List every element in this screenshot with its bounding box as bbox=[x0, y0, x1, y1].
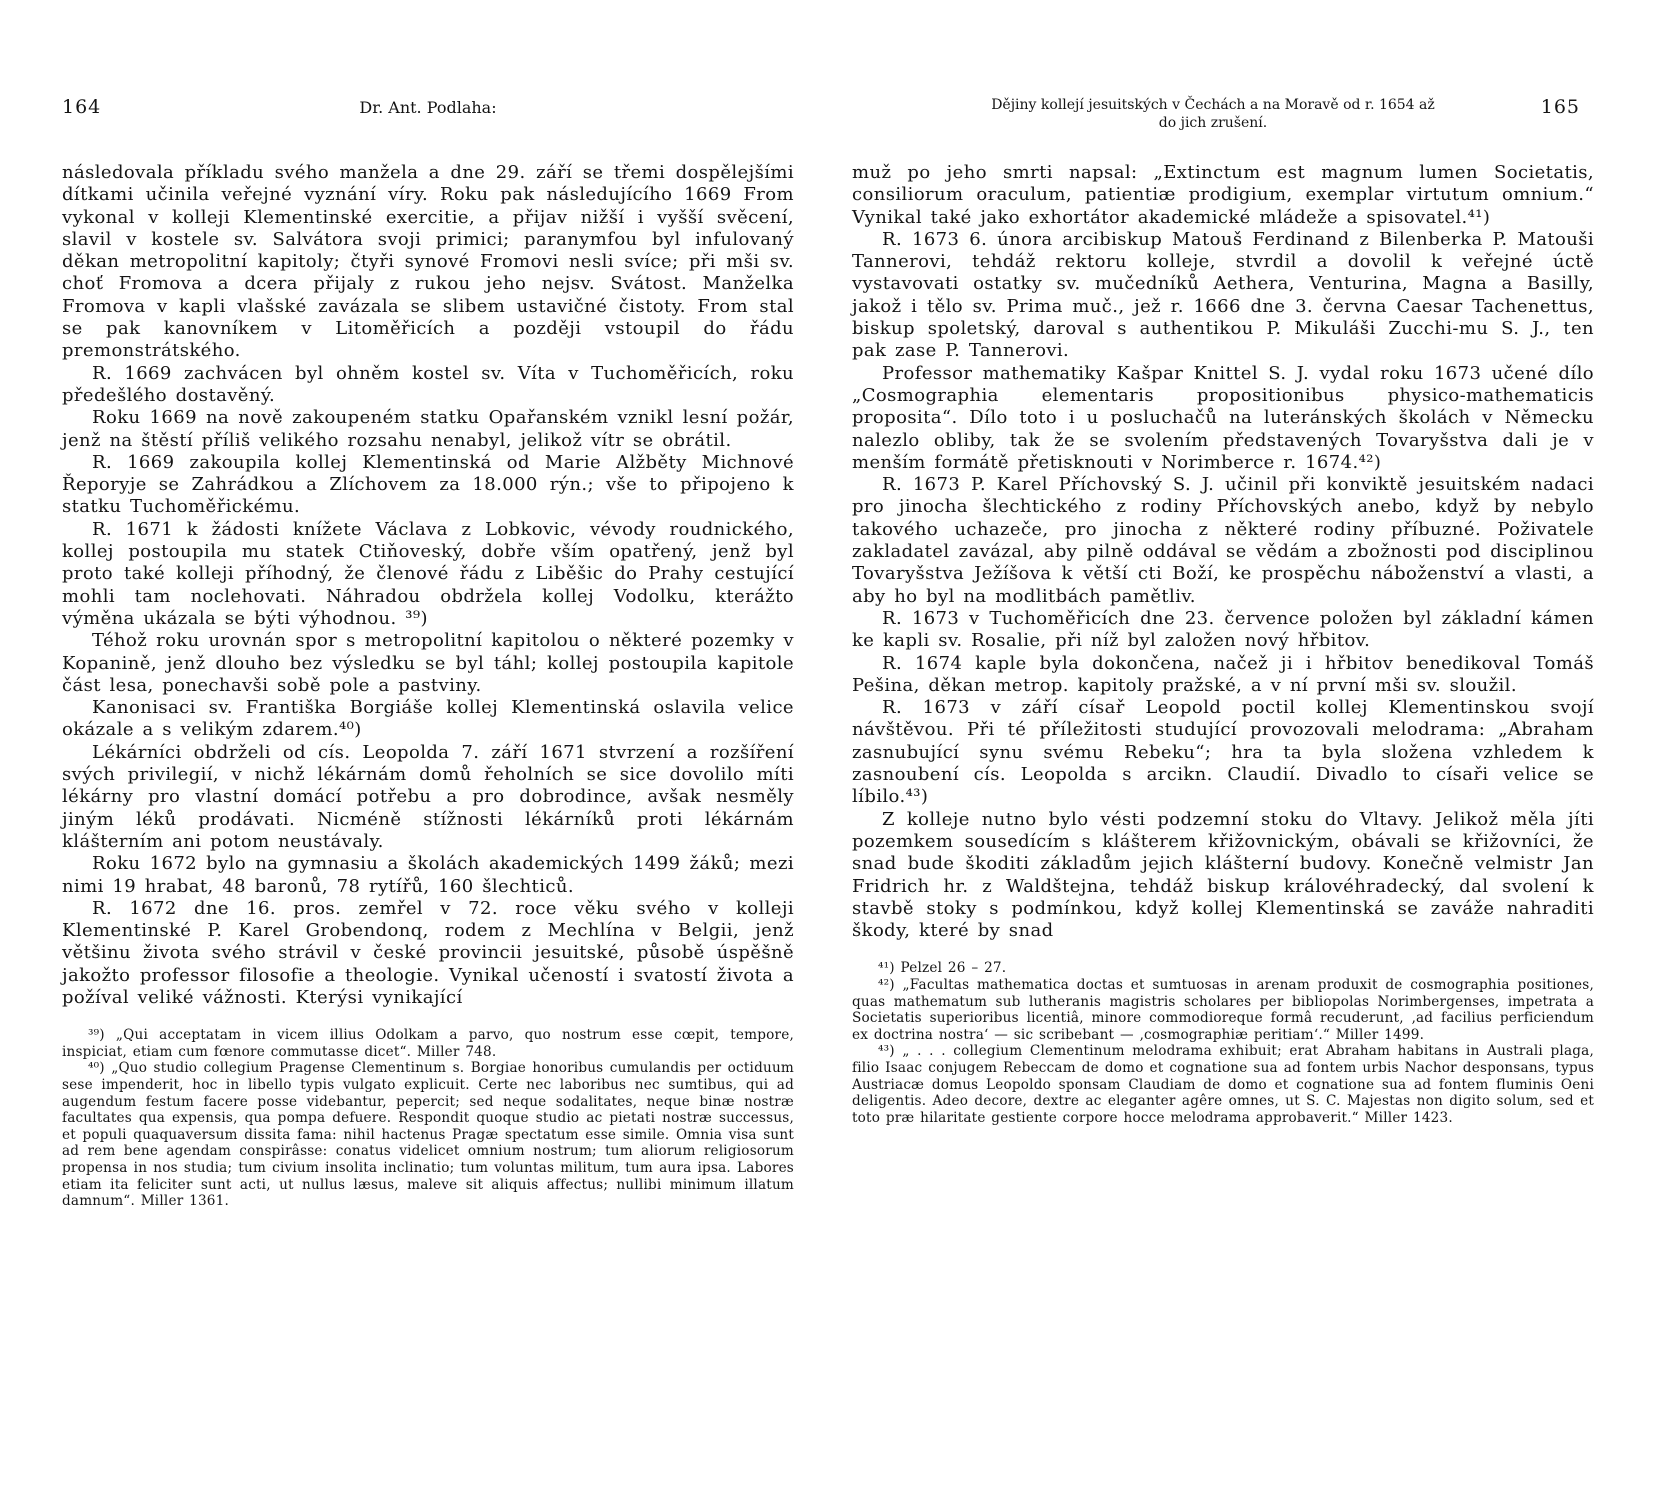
footnote: ⁴⁰) „Quo studio collegium Pragense Clementinum s. Borgiae honoribus cumulandis per octiduum sese impenderit, hoc in libello typis vulgato explicuit. Certe nec laboribus nec sumtibus, qui ad augendum festum facere posse videbantur, pepercit; sed neque sodalitates, neque binæ nostræ facultates qua expensis, qua pompa defuere. Respondit quoque studio ac pietati nostræ successus, et populi quaquaversum dissita fama: nihil hactenus Pragæ spectatum esse simile. Omnia visa sunt ad rem bene agendam conspirâsse: conatus videlicet omnium nostrum; tum aliorum religiosorum propensa in nos studia; tum civium insolita inclinatio; tum voluntas militum, tum aura ipsa. Labores etiam ita feliciter sunt acti, ut nullus læsus, maleve sit aliquis affectus; nullibi minimum illatum damnum“. Miller 1361. bbox=[62, 1060, 794, 1210]
paragraph: Kanonisaci sv. Františka Borgiáše kollej Klementinská oslavila velice okázale a s velikým zdarem.⁴⁰) bbox=[62, 697, 794, 741]
running-header-left bbox=[62, 96, 794, 136]
footnotes-right bbox=[852, 960, 1594, 1126]
paragraph: R. 1673 v září císař Leopold poctil kollej Klementinskou svojí návštěvou. Při té příležitosti studující provozovali melodrama: „Abraham zasnubující synu svému Rebeku“; hra ta byla složena vzhledem k zasnoubení cís. Leopolda s arcikn. Claudií. Divadlo to císaři velice se líbilo.⁴³) bbox=[852, 697, 1594, 808]
paragraph: Z kolleje nutno bylo vésti podzemní stoku do Vltavy. Jelikož měla jíti pozemkem sousedícím s klášterem křižovnickým, obávali se křižovníci, že snad bude škoditi základům jejich klášterní budovy. Konečně velmistr Jan Fridrich hr. z Waldštejna, tehdáž biskup královéhradecký, dal svolení k stavbě stoky s podmínkou, když kollej Klementinská se zaváže nahraditi škody, které by snad bbox=[852, 808, 1594, 942]
paragraph: Professor mathematiky Kašpar Knittel S. J. vydal roku 1673 učené dílo „Cosmographia elementaris propositionibus physico-mathematicis proposita“. Dílo toto i u posluchačů na luteránských školách v Německu nalezlo obliby, tak že se svolením představených Tovaryšstva dali je v menším formátě přetisknouti v Norimberce r. 1674.⁴²) bbox=[852, 362, 1594, 473]
running-header-left-title: Dr. Ant. Podlaha: bbox=[359, 98, 497, 117]
page-165 bbox=[852, 96, 1594, 1126]
running-header-right-line2: do jich zrušení. bbox=[1158, 115, 1268, 131]
running-header-right-line1: Dějiny kollejí jesuitských v Čechách a na Moravě od r. 1654 až bbox=[991, 97, 1435, 113]
paragraph: následovala příkladu svého manžela a dne 29. září se třemi dospělejšími dítkami učinila veřejné vyznání víry. Roku pak následujícího 1669 From vykonal v kolleji Klementinské exercitie, a přijav nižší i vyšší svěcení, slavil v kostele sv. Salvátora svoji primici; paranymfou byl infulovaný děkan metropolitní kapitoly; čtyři synové Fromovi nesli svíce; při mši sv. choť Fromova a dcera přijaly z rukou jeho nejsv. Svátost. Manželka Fromova v kapli vlašské zavázala se slibem ustavičné čistoty. From stal se pak kanovníkem v Litoměřicích a později vstoupil do řádu premonstrátského. bbox=[62, 162, 794, 362]
paragraph: R. 1674 kaple byla dokončena, načež ji i hřbitov benedikoval Tomáš Pešina, děkan metrop. kapitoly pražské, a v ní první mši sv. sloužil. bbox=[852, 652, 1594, 696]
paragraph: R. 1672 dne 16. pros. zemřel v 72. roce věku svého v kolleji Klementinské P. Karel Grobendonq, rodem z Mechlína v Belgii, jenž většinu života svého strávil v české provincii jesuitské, působě úspěšně jakožto professor filosofie a theologie. Vynikal učeností i svatostí života a požíval veliké vážnosti. Kterýsi vynikající bbox=[62, 897, 794, 1008]
footnote: ⁴²) „Facultas mathematica doctas et sumtuosas in arenam produxit de cosmographia positiones, quas mathematum sub lutheranis magistris scholares per bibliopolas Norimbergenses, impetrata a Societatis superioribus licentiâ, minore commodioreque formâ recuderunt, ‚ad facilius perficiendum ex doctrina nostra‘ — sic scribebant — ‚cosmographiæ peritiam‘.“ Miller 1499. bbox=[852, 976, 1594, 1043]
footnotes-left bbox=[62, 1027, 794, 1210]
body-text-left bbox=[62, 162, 794, 1009]
footnote: ⁴¹) Pelzel 26 – 27. bbox=[878, 960, 1007, 977]
paragraph: Roku 1672 bylo na gymnasiu a školách akademických 1499 žáků; mezi nimi 19 hrabat, 48 baronů, 78 rytířů, 160 šlechticů. bbox=[62, 853, 794, 897]
paragraph: R. 1673 v Tuchoměřicích dne 23. července položen byl základní kámen ke kapli sv. Rosalie, při níž byl založen nový hřbitov. bbox=[852, 607, 1594, 652]
page-number-right: 165 bbox=[1540, 96, 1580, 118]
paragraph: R. 1671 k žádosti knížete Václava z Lobkovic, vévody roudnického, kollej postoupila mu statek Ctiňoveský, dobře vším opatřený, jenž byl proto také kolleji příhodný, že členové řádu z Liběšic do Prahy cestující mohli tam noclehovati. Náhradou obdržela kollej Vodolku, kterážto výměna ukázala se býti výhodnou. ³⁹) bbox=[62, 518, 794, 629]
running-header-right-title bbox=[852, 96, 1594, 132]
paragraph: Téhož roku urovnán spor s metropolitní kapitolou o některé pozemky v Kopanině, jenž dlouho bez výsledku se byl táhl; kollej postoupila kapitole část lesa, ponechavši sobě pole a pastviny. bbox=[62, 630, 794, 696]
footnote: ³⁹) „Qui acceptatam in vicem illius Odolkam a parvo, quo nostrum esse cœpit, tempore, inspiciat, etiam cum fœnore commutasse dicet“. Miller 748. bbox=[62, 1027, 794, 1060]
paragraph: R. 1669 zachvácen byl ohněm kostel sv. Víta v Tuchoměřicích, roku předešlého dostavěný. bbox=[62, 362, 794, 406]
footnote: ⁴³) „ . . . collegium Clementinum melodrama exhibuit; erat Abraham habitans in Australi plaga, filio Isaac conjugem Rebeccam de domo et cognatione sua ad fontem urbis Nachor desponsans, typus Austriacæ domus Leopoldo sponsam Claudiam de domo et cognatione sua ad fontem fluminis Oeni deligentis. Adeo decore, dextre ac eleganter agêre omnes, ut S. C. Majestas non digito solum, sed et toto præ hilaritate gestiente corpore hocce melodrama approbaverit.“ Miller 1423. bbox=[852, 1043, 1594, 1126]
running-header-right bbox=[852, 96, 1594, 136]
body-text-right bbox=[852, 162, 1594, 942]
paragraph: R. 1673 6. února arcibiskup Matouš Ferdinand z Bilenberka P. Matouši Tannerovi, tehdáž rektoru kolleje, stvrdil a dovolil k veřejné úctě vystavovati ostatky sv. mučedníků Aethera, Venturina, Magna a Basilly, jakož i tělo sv. Prima muč., jež r. 1666 dne 3. června Caesar Tachenettus, biskup spoletský, daroval s authentikou P. Mikuláši Zucchi-mu S. J., ten pak zase P. Tannerovi. bbox=[852, 228, 1594, 362]
paragraph: Roku 1669 na nově zakoupeném statku Opařanském vznikl lesní požár, jenž na štěstí příliš velikého rozsahu nenabyl, jelikož vítr se obrátil. bbox=[62, 407, 794, 451]
page-164 bbox=[62, 96, 794, 1210]
page-number-left: 164 bbox=[62, 96, 102, 118]
paragraph: R. 1673 P. Karel Příchovský S. J. učinil při konviktě jesuitském nadaci pro jinocha šlechtického z rodiny Příchovských anebo, když by nebylo takového uchazeče, pro jinocha z některé rodiny příbuzné. Poživatele zakladatel zavázal, aby pilně oddával se vědám a zbožnosti pod disciplinou Tovaryšstva Ježíšova k větší cti Boží, ke prospěchu náboženství a vlasti, a aby ho byl na modlitbách pamětliv. bbox=[852, 474, 1594, 607]
paragraph: Lékárníci obdrželi od cís. Leopolda 7. září 1671 stvrzení a rozšíření svých privilegií, v nichž lékárnám domů řeholních se sice dovolilo míti lékárny pro vlastní domácí potřebu a pro dobrodince, avšak nesměly jiným léků prodávati. Nicméně stížnosti lékárníků proti lékárnám klášterním ani potom neustávaly. bbox=[62, 741, 794, 852]
paragraph: muž po jeho smrti napsal: „Extinctum est magnum lumen Societatis, consiliorum oraculum, patientiæ prodigium, exemplar virtutum omnium.“ Vynikal také jako exhortátor akademické mládeže a spisovatel.⁴¹) bbox=[852, 162, 1594, 228]
paragraph: R. 1669 zakoupila kollej Klementinská od Marie Alžběty Michnové Řeporyje se Zahrádkou a Zlíchovem za 18.000 rýn.; vše to připojeno k statku Tuchoměřickému. bbox=[62, 451, 794, 518]
